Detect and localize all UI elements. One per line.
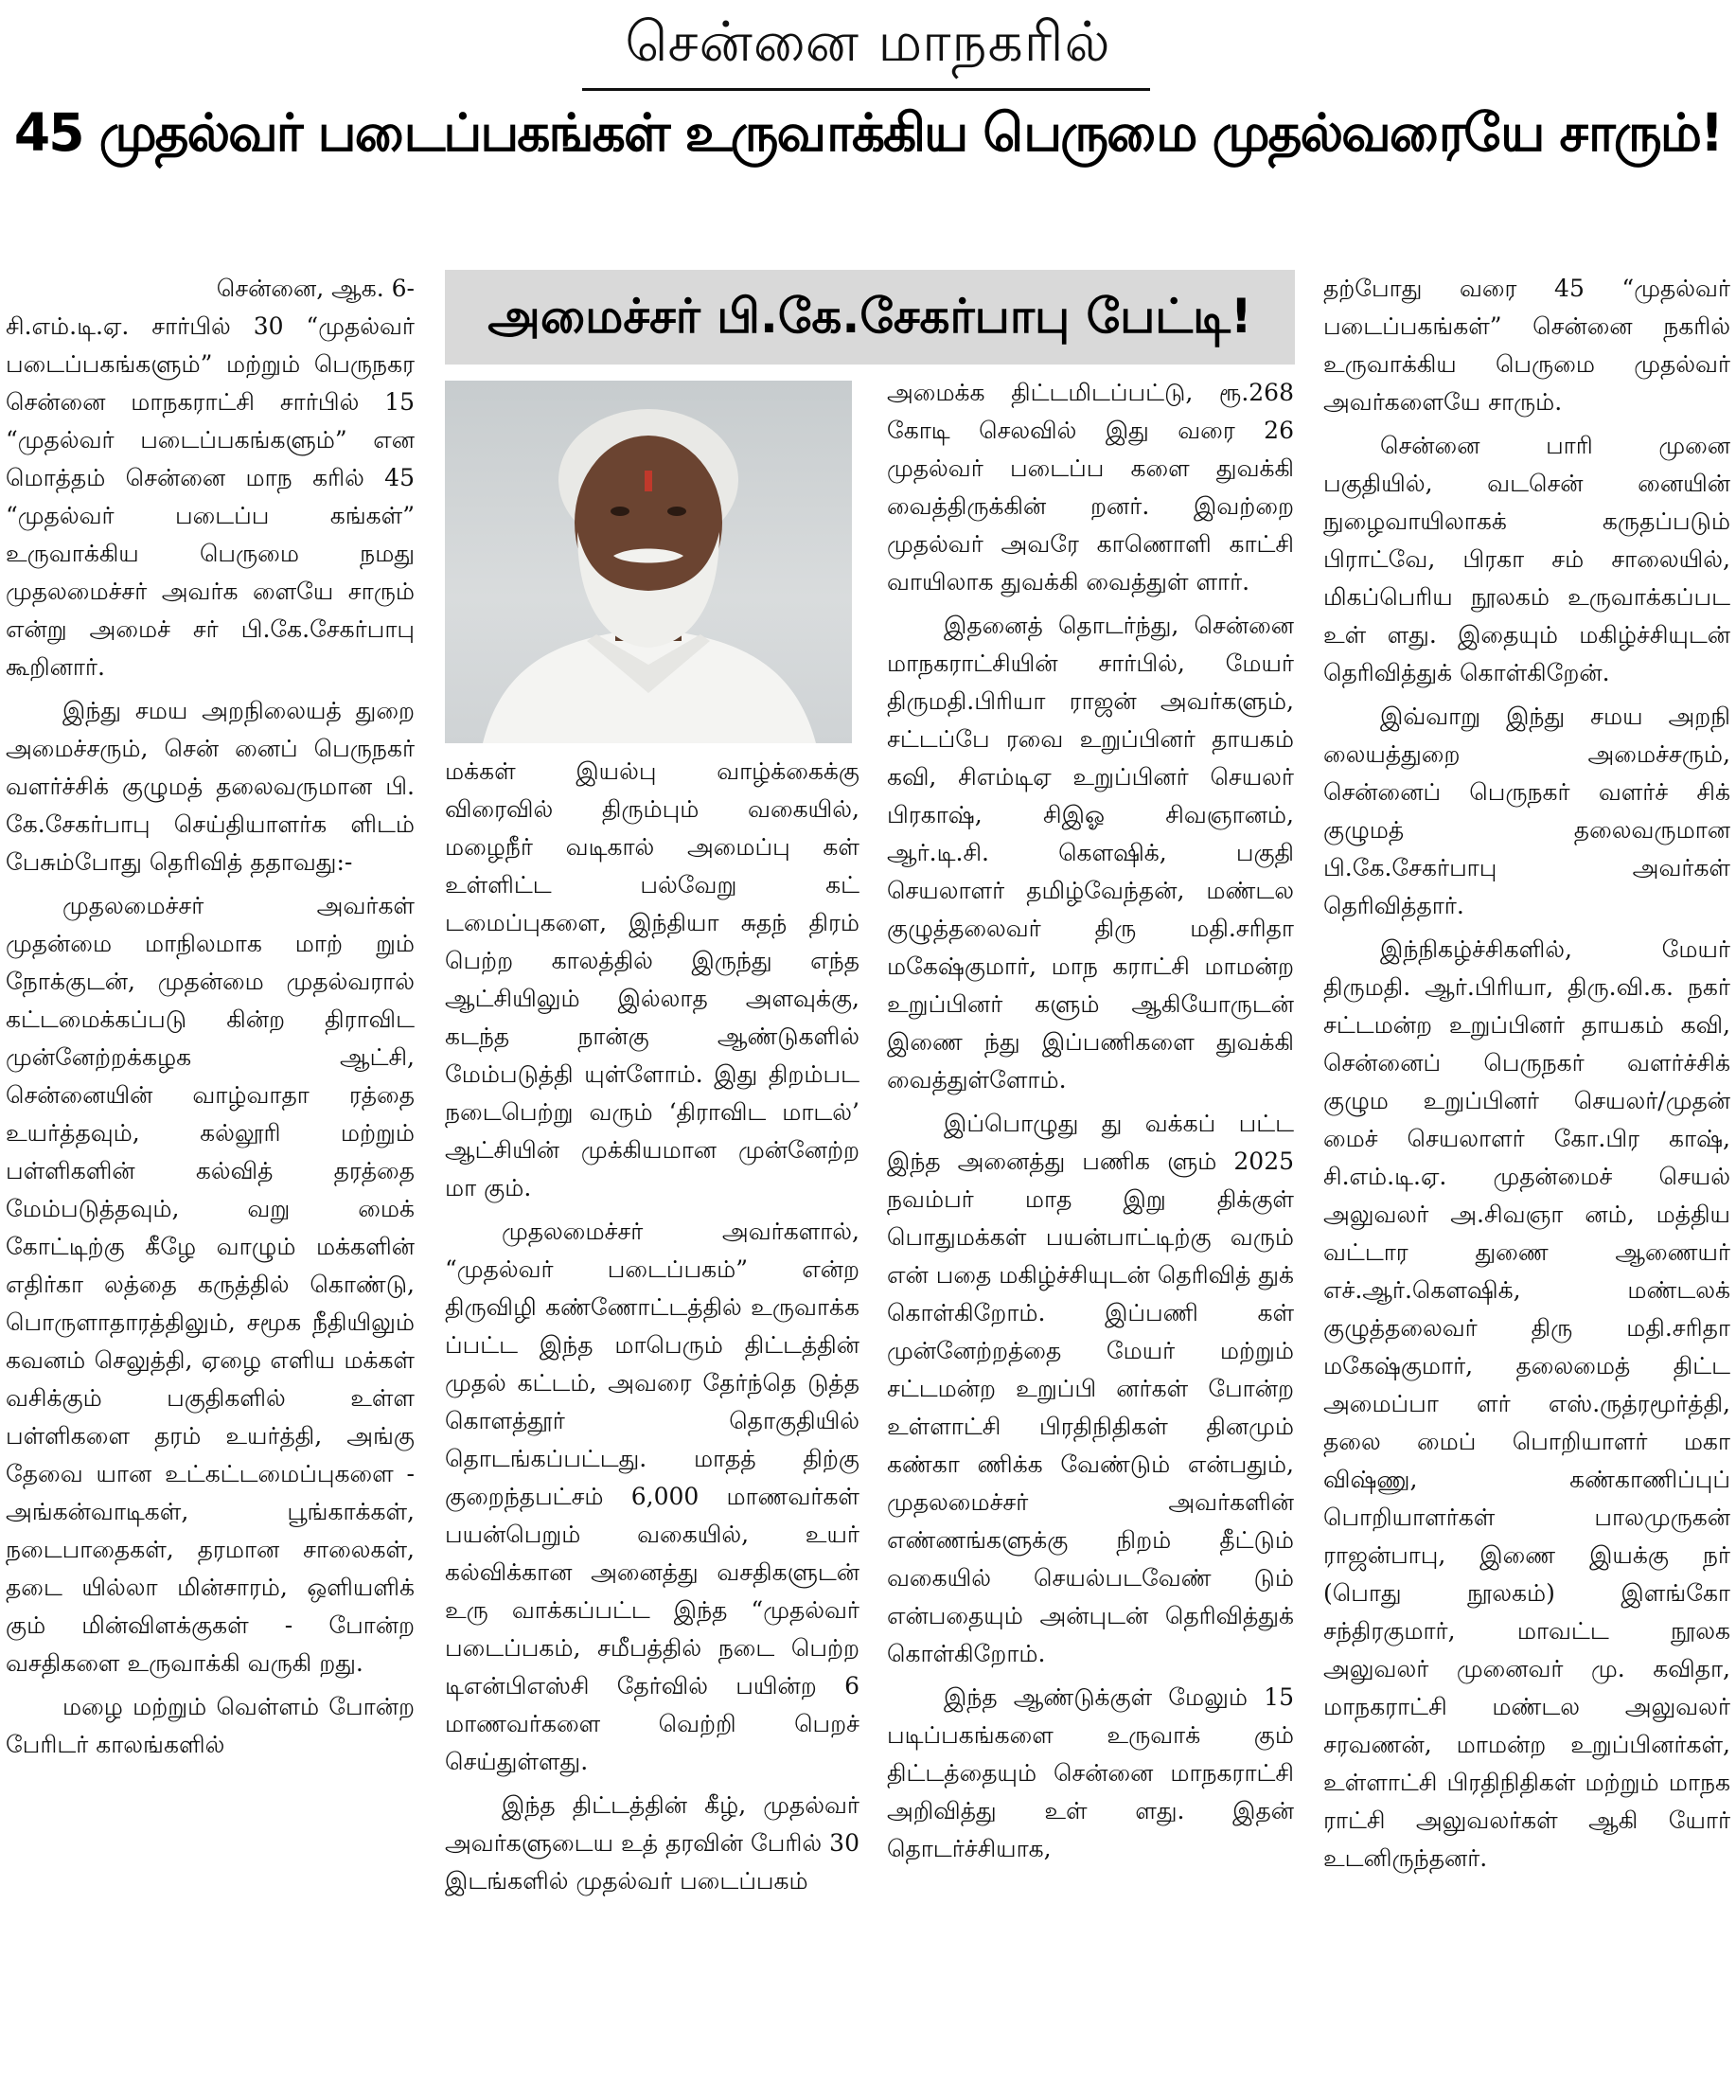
paragraph: சி.எம்.டி.ஏ. சார்பில் 30 “முதல்வர் படைப்பகங்களும்” மற்றும் பெருநகர சென்னை மாநகராட்சி சார்பில் 15 “முதல்வர் படைப்பகங்களும்” என மொத்தம் சென்னை மாந கரில் 45 “முதல்வர் படைப்ப கங்கள்” உருவாக்கிய பெருமை நமது முதலமைச்சர் அவர்க ளையே சாரும் என்று அமைச் சர் பி.கே.சேகர்பாபு கூறினார். [6, 312, 415, 681]
portrait-photo-icon [445, 381, 852, 743]
paragraph: இந்த ஆண்டுக்குள் மேலும் 15 படிப்பகங்களை உருவாக் கும் திட்டத்தையும் சென்னை மாநகராட்சி அறிவித்து உள் ளது. இதன் தொடர்ச்சியாக, [887, 1683, 1294, 1862]
article-column-3 [887, 374, 1294, 1874]
paragraph: இந்த திட்டத்தின் கீழ், முதல்வர் அவர்களுடைய உத் தரவின் பேரில் 30 இடங்களில் முதல்வர் படைப்பகம் [445, 1791, 859, 1895]
paragraph: மழை மற்றும் வெள்ளம் போன்ற பேரிடர் காலங்களில் [6, 1693, 415, 1758]
kicker-divider [582, 88, 1150, 91]
paragraph: மக்கள் இயல்பு வாழ்க்கைக்கு விரைவில் திரும்பும் வகையில், மழைநீர் வடிகால் அமைப்பு கள் உள்ளிட்ட பல்வேறு கட் டமைப்புகளை, இந்தியா சுதந் திரம் பெற்ற காலத்தில் இருந்து எந்த ஆட்சியிலும் இல்லாத அளவுக்கு, கடந்த நான்கு ஆண்டுகளில் மேம்படுத்தி யுள்ளோம். இது திறம்பட நடைபெற்று வரும் ‘திராவிட மாடல்’ ஆட்சியின் முக்கியமான முன்னேற்ற மா கும். [445, 757, 859, 1201]
portrait-photo [445, 381, 852, 743]
article-column-4 [1323, 270, 1730, 1883]
headline: 45 முதல்வர் படைப்பகங்கள் உருவாக்கிய பெருமை முதல்வரையே சாரும்! [13, 102, 1723, 163]
paragraph: தற்போது வரை 45 “முதல்வர் படைப்பகங்கள்” சென்னை நகரில் உருவாக்கிய பெருமை முதல்வர் அவர்களையே சாரும். [1323, 275, 1730, 416]
subheadline: அமைச்சர் பி.கே.சேகர்பாபு பேட்டி! [487, 289, 1252, 344]
paragraph: இவ்வாறு இந்து சமய அறநி லையத்துறை அமைச்சரும், சென்னைப் பெருநகர் வளர்ச் சிக் குழுமத் தலைவருமான பி.கே.சேகர்பாபு அவர்கள் தெரிவித்தார். [1323, 703, 1730, 919]
article-column-2 [445, 753, 859, 1906]
article-column-1 [6, 270, 415, 1770]
paragraph: முதலமைச்சர் அவர்கள் முதன்மை மாநிலமாக மாற் றும் நோக்குடன், முதன்மை முதல்வரால் கட்டமைக்கப்படு கின்ற திராவிட முன்னேற்றக்கழக ஆட்சி, சென்னையின் வாழ்வாதா ரத்தை உயர்த்தவும், கல்லூரி மற்றும் பள்ளிகளின் கல்வித் தரத்தை மேம்படுத்தவும், வறு மைக் கோட்டிற்கு கீழே வாழும் மக்களின் எதிர்கா லத்தை கருத்தில் கொண்டு, பொருளாதாரத்திலும், சமூக நீதியிலும் கவனம் செலுத்தி, ஏழை எளிய மக்கள் வசிக்கும் பகுதிகளில் உள்ள பள்ளிகளை தரம் உயர்த்தி, அங்கு தேவை யான உட்கட்டமைப்புகளை - அங்கன்வாடிகள், பூங்காக்கள், நடைபாதைகள், தரமான சாலைகள், தடை யில்லா மின்சாரம், ஒளியளிக் கும் மின்விளக்குகள் - போன்ற வசதிகளை உருவாக்கி வருகி றது. [6, 892, 415, 1677]
paragraph: இந்து சமய அறநிலையத் துறை அமைச்சரும், சென் னைப் பெருநகர் வளர்ச்சிக் குழுமத் தலைவருமான பி. கே.சேகர்பாபு செய்தியாளர்க ளிடம் பேசும்போது தெரிவித் ததாவது:- [6, 697, 415, 876]
dateline: சென்னை, ஆக. 6- [216, 275, 415, 302]
paragraph: சென்னை பாரி முனை பகுதியில், வடசென் னையின் நுழைவாயிலாகக் கருதப்படும் பிராட்வே, பிரகா சம் சாலையில், மிகப்பெரிய நூலகம் உருவாக்கப்பட உள் ளது. இதையும் மகிழ்ச்சியுடன் தெரிவித்துக் கொள்கிறேன். [1323, 432, 1730, 686]
paragraph: இந்நிகழ்ச்சிகளில், மேயர் திருமதி. ஆர்.பிரியா, திரு.வி.க. நகர் சட்டமன்ற உறுப்பினர் தாயகம் கவி, சென்னைப் பெருநகர் வளர்ச்சிக் குழும உறுப்பினர் செயலர்/முதன் மைச் செயலாளர் கோ.பிர காஷ், சி.எம்.டி.ஏ. முதன்மைச் செயல் அலுவலர் அ.சிவஞா னம், மத்திய வட்டார துணை ஆணையர் எச்.ஆர்.கௌஷிக், மண்டலக் குழுத்தலைவர் திரு மதி.சரிதா மகேஷ்குமார், தலைமைத் திட்ட அமைப்பா ளர் எஸ்.ருத்ரமூர்த்தி, தலை மைப் பொறியாளர் மகா விஷ்ணு, கண்காணிப்புப் பொறியாளர்கள் பாலமுருகன் ராஜன்பாபு, இணை இயக்கு நர் (பொது நூலகம்) இளங்கோ சந்திரகுமார், மாவட்ட நூலக அலுவலர் முனைவர் மு. கவிதா, மாநகராட்சி மண்டல அலுவலர் சரவணன், மாமன்ற உறுப்பினர்கள், உள்ளாட்சி பிரதிநிதிகள் மற்றும் மாநக ராட்சி அலுவலர்கள் ஆகி யோர் உடனிருந்தனர். [1323, 935, 1730, 1872]
paragraph: அமைக்க திட்டமிடப்பட்டு, ரூ.268 கோடி செலவில் இது வரை 26 முதல்வர் படைப்ப களை துவக்கி வைத்திருக்கின் றனர். இவற்றை முதல்வர் அவரே காணொளி காட்சி வாயிலாக துவக்கி வைத்துள் ளார். [887, 379, 1294, 596]
paragraph: இதனைத் தொடர்ந்து, சென்னை மாநகராட்சியின் சார்பில், மேயர் திருமதி.பிரியா ராஜன் அவர்களும், சட்டப்பே ரவை உறுப்பினர் தாயகம் கவி, சிஎம்டிஏ உறுப்பினர் செயலர் பிரகாஷ், சிஇஓ சிவஞானம், ஆர்.டி.சி. கௌஷிக், பகுதி செயலாளர் தமிழ்வேந்தன், மண்டல குழுத்தலைவர் திரு மதி.சரிதா மகேஷ்குமார், மாந கராட்சி மாமன்ற உறுப்பினர் களும் ஆகியோருடன் இணை ந்து இப்பணிகளை துவக்கி வைத்துள்ளோம். [887, 612, 1294, 1094]
kicker-title: சென்னை மாநகரில் [625, 9, 1111, 74]
paragraph: இப்பொழுது து வக்கப் பட்ட இந்த அனைத்து பணிக ளும் 2025 நவம்பர் மாத இறு திக்குள் பொதுமக்கள் பயன்பாட்டிற்கு வரும் என் பதை மகிழ்ச்சியுடன் தெரிவித் துக் கொள்கிறோம். இப்பணி கள் முன்னேற்றத்தை மேயர் மற்றும் சட்டமன்ற உறுப்பி னர்கள் போன்ற உள்ளாட்சி பிரதிநிதிகள் தினமும் கண்கா ணிக்க வேண்டும் என்பதும், முதலமைச்சர் அவர்களின் எண்ணங்களுக்கு நிறம் தீட்டும் வகையில் செயல்படவேண் டும் என்பதையும் அன்புடன் தெரிவித்துக் கொள்கிறோம். [887, 1110, 1294, 1667]
paragraph: முதலமைச்சர் அவர்களால், “முதல்வர் படைப்பகம்” என்ற திருவிழி கண்ணோட்டத்தில் உருவாக்க ப்பட்ட இந்த மாபெரும் திட்டத்தின் முதல் கட்டம், அவரை தேர்ந்தெ டுத்த கொளத்தூர் தொகுதியில் தொடங்கப்பட்டது. மாதத் திற்கு குறைந்தபட்சம் 6,000 மாணவர்கள் பயன்பெறும் வகையில், உயர் கல்விக்கான அனைத்து வசதிகளுடன் உரு வாக்கப்பட்ட இந்த “முதல்வர் படைப்பகம், சமீபத்தில் நடை பெற்ற டிஎன்பிஎஸ்சி தேர்வில் பயின்ற 6 மாணவர்களை வெற்றி பெறச் செய்துள்ளது. [445, 1218, 859, 1775]
